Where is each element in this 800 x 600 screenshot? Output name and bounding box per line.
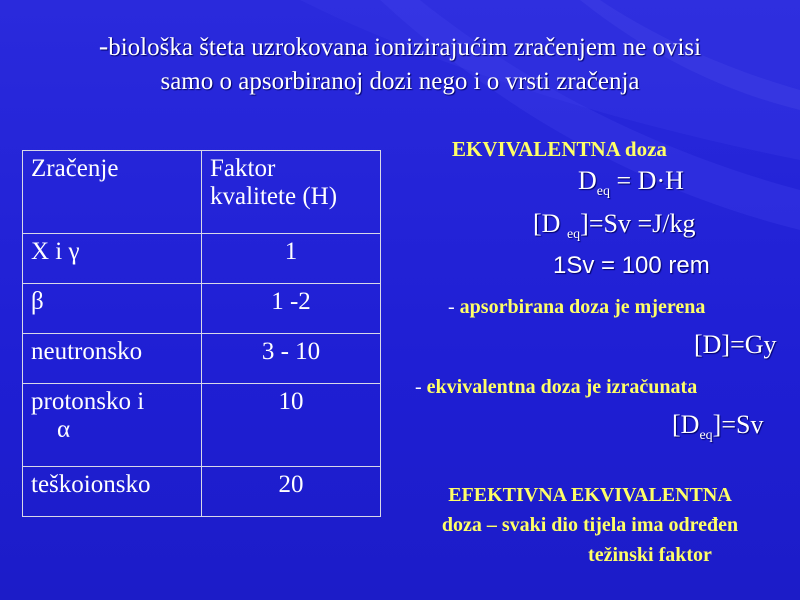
formula-unit-sv: [D $_{eq}$]=Sv =J/kg [533,209,696,243]
table-header-row [23,151,381,234]
cell-radiation: teškoionsko [23,467,202,517]
apsorbirana-line: - apsorbirana doza je mjerena [448,296,706,318]
ekvivalentna-heading: EKVIVALENTNA doza [452,137,667,161]
table-row [23,384,381,467]
cell-factor: 10 [202,384,381,467]
cell-factor: 20 [202,467,381,517]
title-line-2: samo o apsorbiranoj dozi nego i o vrsti zračenja [160,68,640,95]
cell-radiation: X i γ [23,234,202,284]
efektivna-block [380,480,800,570]
efektivna-line-3: težinski faktor [588,544,712,566]
cell-radiation: protonsko i α [23,384,202,467]
efektivna-line-2: doza – svaki dio tijela ima određen [441,514,739,536]
ekvivalentna-line: - ekvivalentna doza je izračunata [415,376,698,398]
formula-sv-rem: 1Sv = 100 rem [553,252,710,279]
header-radiation: Zračenje [23,151,202,234]
table-row [23,334,381,384]
formula-gy: [D]=Gy [694,330,777,359]
efektivna-line-1: EFEKTIVNA EKVIVALENTNA [448,484,732,506]
slide-title [0,30,800,99]
cell-factor: 1 -2 [202,284,381,334]
cell-radiation: neutronsko [23,334,202,384]
cell-factor: 1 [202,234,381,284]
header-factor: Faktor kvalitete (H) [202,151,381,234]
quality-factor-table [22,150,381,517]
cell-radiation: β [23,284,202,334]
table-row [23,234,381,284]
title-line-1: biološka šteta uzrokovana ionizirajućim zračenjem ne ovisi [108,34,702,61]
cell-factor: 3 - 10 [202,334,381,384]
table-row [23,467,381,517]
table-row [23,284,381,334]
formula-deq-sv: $[D_{eq}]=Sv$ [672,410,764,444]
title-dash: - [98,31,109,62]
formula-deq: $D_{eq} = D\cdot H$ [578,166,684,200]
